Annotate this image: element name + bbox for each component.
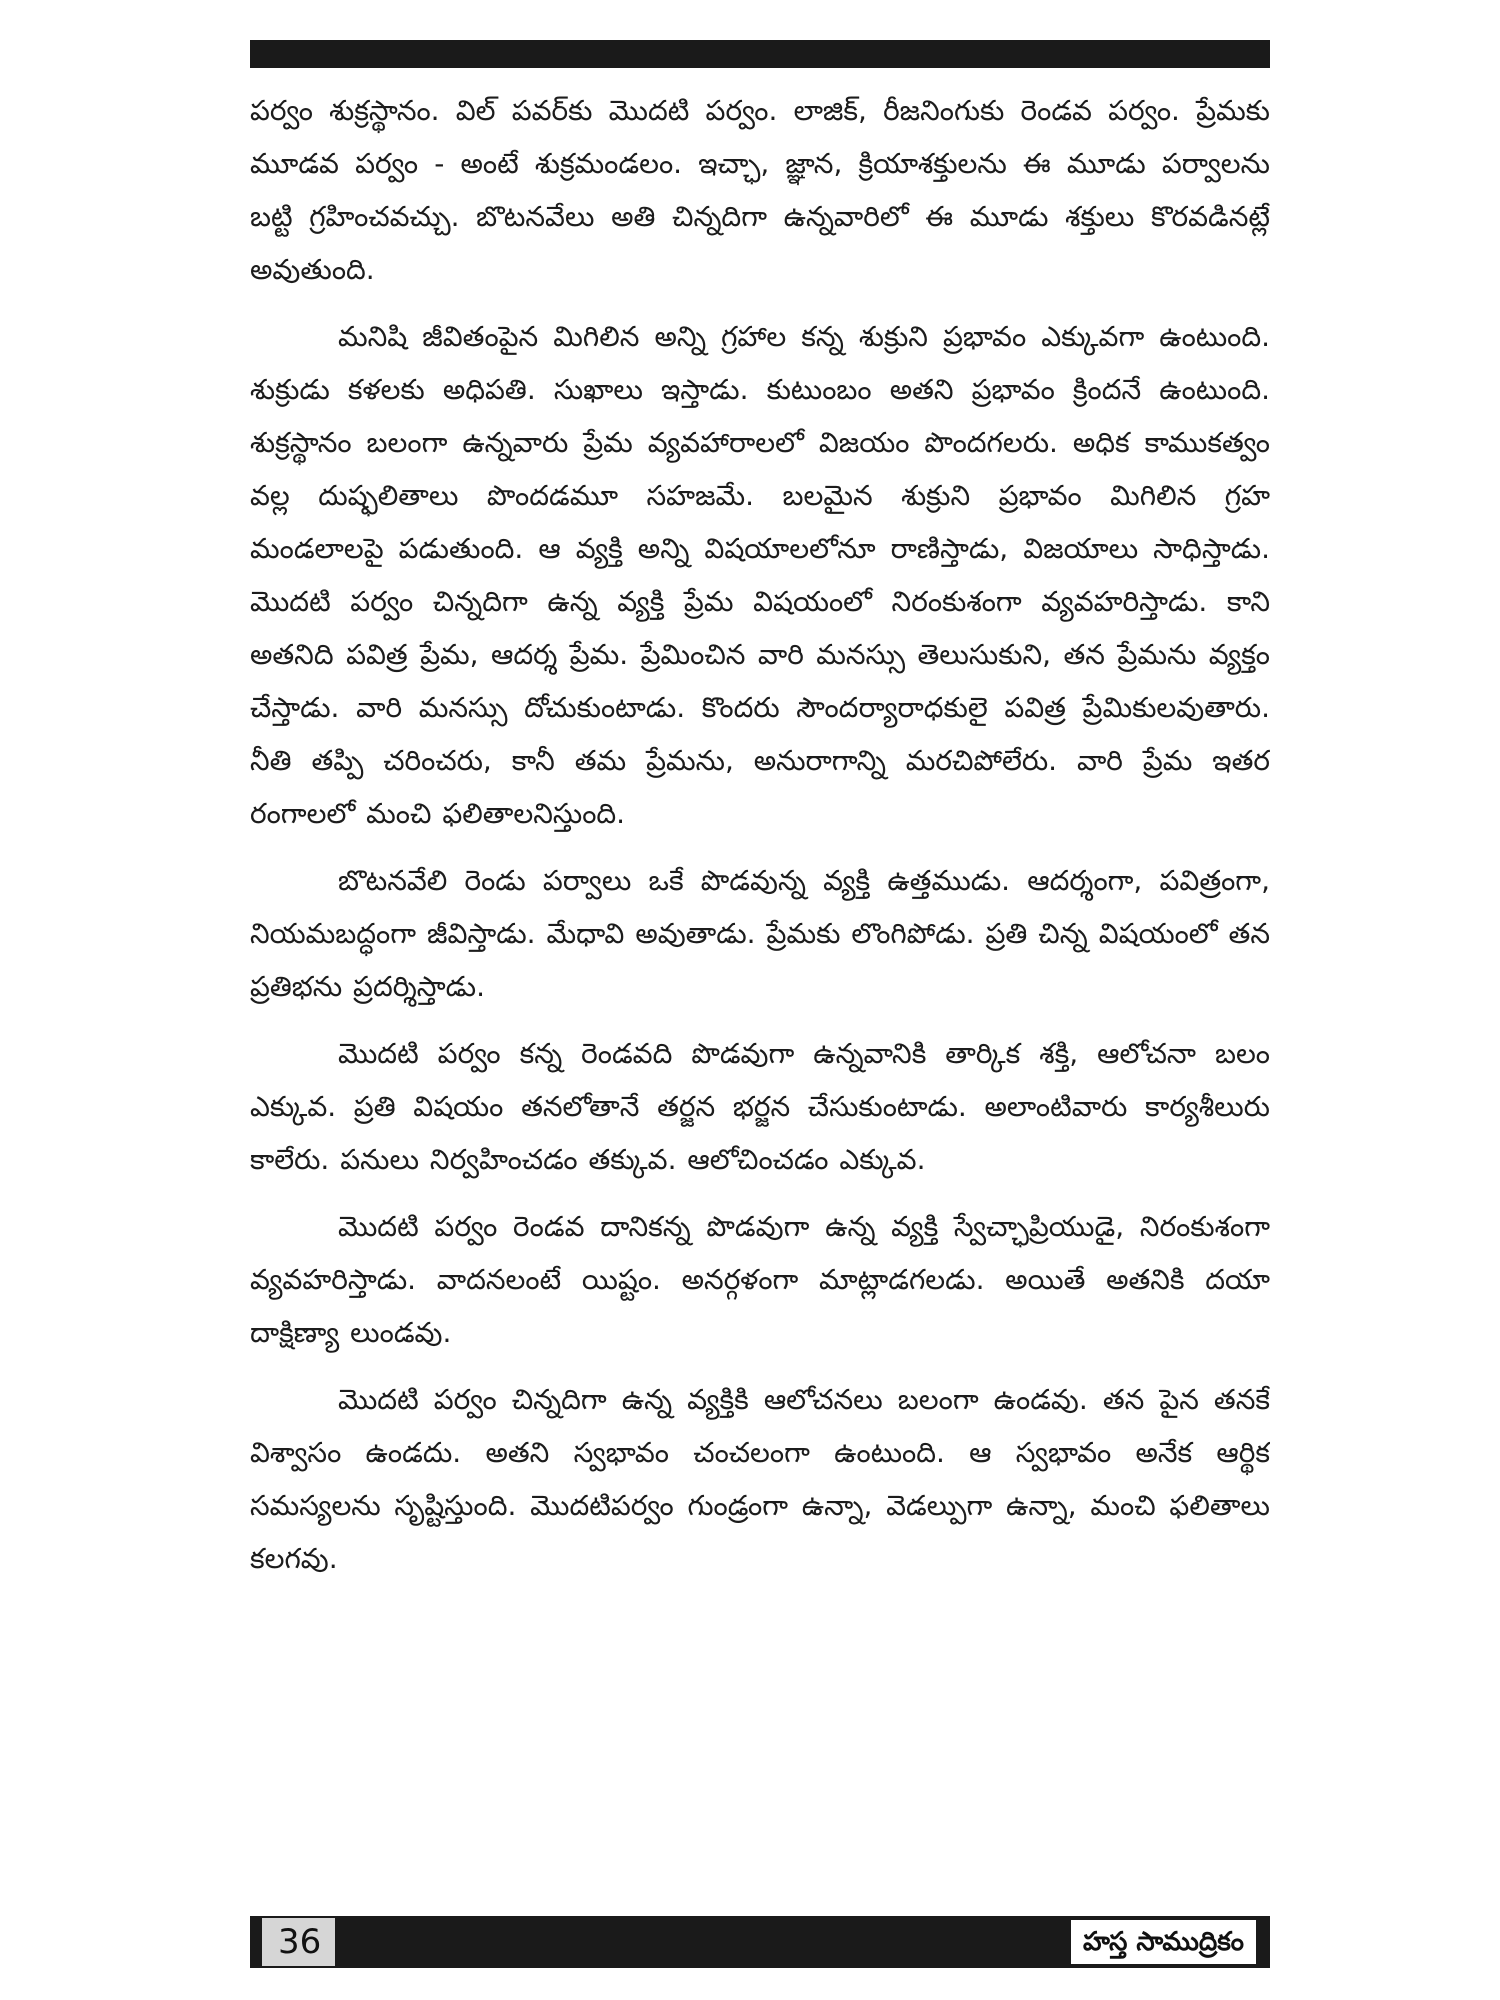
- paragraph-3: బొటనవేలి రెండు పర్వాలు ఒకే పొడవున్న వ్యక్తి ఉత్తముడు. ఆదర్శంగా, పవిత్రంగా, నియమబద్ధంగా జీవిస్తాడు. మేధావి అవుతాడు. ప్రేమకు లొంగిపోడు. ప్రతి చిన్న విషయంలో తన ప్రతిభను ప్రదర్శిస్తాడు.: [250, 864, 1270, 1003]
- page-number: 36: [262, 1918, 335, 1966]
- paragraph-4: మొదటి పర్వం కన్న రెండవది పొడవుగా ఉన్నవానికి తార్కిక శక్తి, ఆలోచనా బలం ఎక్కువ. ప్రతి విషయం తనలోతానే తర్జన భర్జన చేసుకుంటాడు. అలాంటివారు కార్యశీలురు కాలేరు. పనులు నిర్వహించడం తక్కువ. ఆలోచించడం ఎక్కువ.: [250, 1037, 1270, 1176]
- paragraph-5: మొదటి పర్వం రెండవ దానికన్న పొడవుగా ఉన్న వ్యక్తి స్వేచ్ఛాప్రియుడై, నిరంకుశంగా వ్యవహరిస్తాడు. వాదనలంటే యిష్టం. అనర్గళంగా మాట్లాడగలడు. అయితే అతనికి దయా దాక్షిణ్యా లుండవు.: [250, 1210, 1270, 1349]
- paragraph-2: మనిషి జీవితంపైన మిగిలిన అన్ని గ్రహాల కన్న శుక్రుని ప్రభావం ఎక్కువగా ఉంటుంది. శుక్రుడు కళలకు అధిపతి. సుఖాలు ఇస్తాడు. కుటుంబం అతని ప్రభావం క్రిందనే ఉంటుంది. శుక్రస్థానం బలంగా ఉన్నవారు ప్రేమ వ్యవహారాలలో విజయం పొందగలరు. అధిక కాముకత్వం వల్ల దుష్ఫలితాలు పొందడమూ సహజమే. బలమైన శుక్రుని ప్రభావం మిగిలిన గ్రహ మండలాలపై పడుతుంది. ఆ వ్యక్తి అన్ని విషయాలలోనూ రాణిస్తాడు, విజయాలు సాధిస్తాడు. మొదటి పర్వం చిన్నదిగా ఉన్న వ్యక్తి ప్రేమ విషయంలో నిరంకుశంగా వ్యవహరిస్తాడు. కాని అతనిది పవిత్ర ప్రేమ, ఆదర్శ ప్రేమ. ప్రేమించిన వారి మనస్సు తెలుసుకుని, తన ప్రేమను వ్యక్తం చేస్తాడు. వారి మనస్సు దోచుకుంటాడు. కొందరు సౌందర్యారాధకులై పవిత్ర ప్రేమికులవుతారు. నీతి తప్పి చరించరు, కానీ తమ ప్రేమను, అనురాగాన్ని మరచిపోలేరు. వారి ప్రేమ ఇతర రంగాలలో మంచి ఫలితాలనిస్తుంది.: [250, 320, 1270, 830]
- page-body: [250, 84, 1270, 1884]
- paragraph-6: మొదటి పర్వం చిన్నదిగా ఉన్న వ్యక్తికి ఆలోచనలు బలంగా ఉండవు. తన పైన తనకే విశ్వాసం ఉండదు. అతని స్వభావం చంచలంగా ఉంటుంది. ఆ స్వభావం అనేక ఆర్థిక సమస్యలను సృష్టిస్తుంది. మొదటిపర్వం గుండ్రంగా ఉన్నా, వెడల్పుగా ఉన్నా, మంచి ఫలితాలు కలగవు.: [250, 1383, 1270, 1575]
- book-title: హస్త సాముద్రికం: [1071, 1920, 1256, 1964]
- paragraph-1: పర్వం శుక్రస్థానం. విల్ పవర్‌కు మొదటి పర్వం. లాజిక్, రీజనింగుకు రెండవ పర్వం. ప్రేమకు మూడవ పర్వం - అంటే శుక్రమండలం. ఇచ్ఛా, జ్ఞాన, క్రియాశక్తులను ఈ మూడు పర్వాలను బట్టి గ్రహించవచ్చు. బొటనవేలు అతి చిన్నదిగా ఉన్నవారిలో ఈ మూడు శక్తులు కొరవడినట్లే అవుతుంది.: [250, 94, 1270, 286]
- page-footer: [250, 1916, 1270, 1968]
- top-rule-bar: [250, 40, 1270, 68]
